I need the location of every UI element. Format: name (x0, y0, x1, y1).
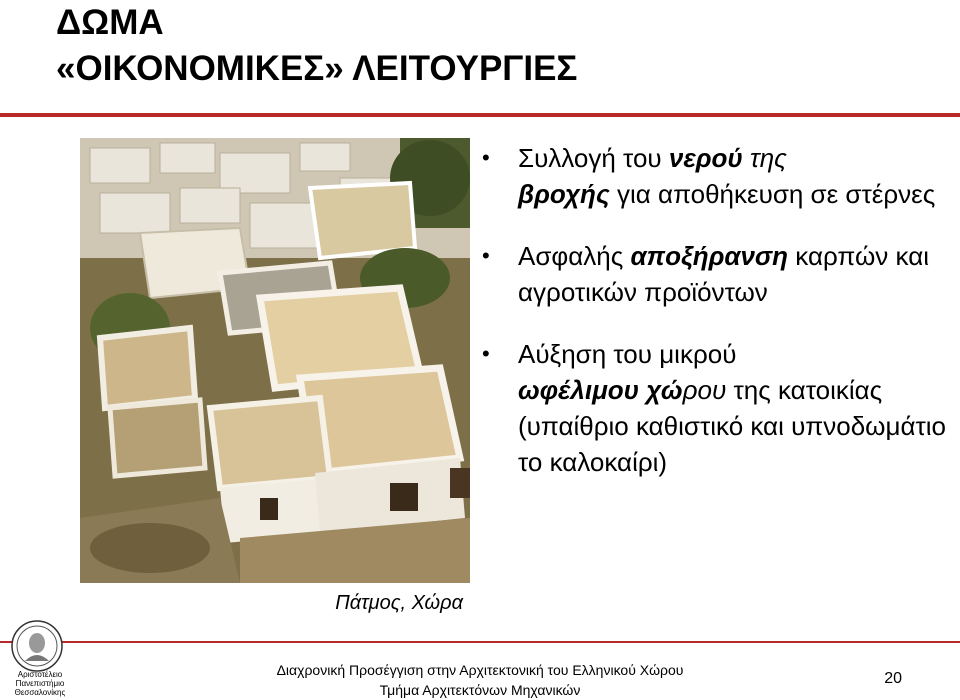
bullet-text: της κατοικίας (υπαίθριο καθιστικό και υπνοδωμάτιο το καλοκαίρι) (518, 375, 946, 477)
bullet-icon: • (482, 243, 490, 268)
patmos-rooftops-photo (80, 138, 470, 583)
bullet-italic: ρου (682, 375, 727, 405)
university-line: Θεσσαλονίκης (14, 688, 66, 697)
bullet-item-space (480, 336, 950, 480)
bullet-icon: • (482, 341, 490, 366)
footer-divider (0, 641, 960, 643)
bullet-list (480, 140, 950, 506)
bullet-emphasis: αποξήρανση (630, 241, 789, 271)
title-line-2: «ΟΙΚΟΝΟΜΙΚΕΣ» ΛΕΙΤΟΥΡΓΙΕΣ (56, 49, 578, 88)
bullet-emphasis: ωφέλιμου χώ (518, 375, 683, 405)
bullet-item-rainwater (480, 140, 950, 212)
photo-illustration (80, 138, 470, 583)
university-line: Αριστοτέλειο (17, 670, 63, 679)
bullet-emphasis: νερού (668, 143, 743, 173)
course-footer (230, 660, 730, 700)
title-divider (0, 113, 960, 117)
bullet-text: Ασφαλής (518, 241, 631, 271)
university-line: Πανεπιστήμιο (15, 679, 65, 688)
title-line-1: ΔΩΜΑ (56, 3, 164, 42)
bullet-text: Συλλογή του (518, 143, 669, 173)
department-name: Τμήμα Αρχιτεκτόνων Μηχανικών (379, 682, 581, 698)
photo-caption: Πάτμος, Χώρα (335, 592, 463, 614)
bullet-item-drying (480, 238, 950, 310)
bullet-italic: της (742, 143, 787, 173)
bullet-icon: • (482, 145, 490, 170)
bullet-text: καρπών και αγροτικών προϊόντων (518, 241, 930, 307)
bullet-text: Αύξηση του μικρού (518, 339, 737, 369)
bullet-text: για αποθήκευση σε στέρνες (609, 179, 936, 209)
bullet-emphasis: βροχής (518, 179, 610, 209)
course-title: Διαχρονική Προσέγγιση στην Αρχιτεκτονική του Ελληνικού Χώρου (276, 662, 684, 678)
slide-title (56, 0, 577, 92)
university-seal-icon (10, 619, 64, 673)
page-number: 20 (884, 670, 902, 687)
university-name (0, 670, 80, 697)
